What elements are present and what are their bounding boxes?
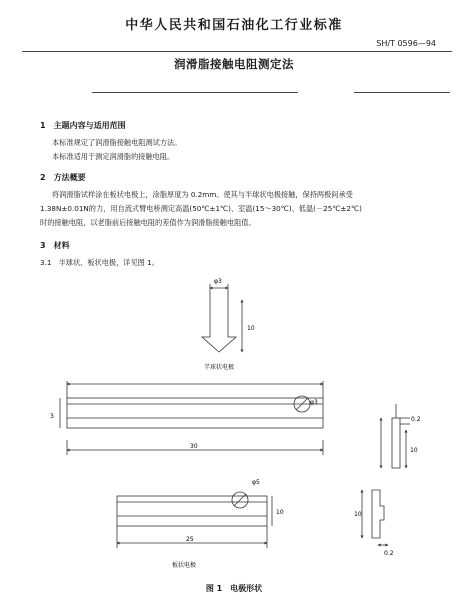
dim-label-4: 3 — [50, 413, 54, 420]
section-1-heading: 1 主题内容与适用范围 — [40, 121, 126, 130]
dim-label-6: 0.2 — [411, 416, 421, 423]
figure-caption: 图 1 电极形状 — [205, 584, 263, 593]
dim-label-5: 30 — [190, 443, 198, 450]
dim-label-1: φ3 — [214, 278, 222, 285]
dim-label-2: 10 — [247, 325, 255, 332]
section-3-heading: 3 材料 — [40, 241, 70, 250]
section-2-line-1: 将润滑脂试样涂在板状电极上，涂脂厚度为 0.2mm。使其与半球状电极接触，保持两极间承受 — [52, 190, 353, 199]
dim-label-3: φ3 — [310, 399, 318, 406]
standard-number: SH/T 0596—94 — [376, 39, 436, 48]
section-2-line-2: 1.38N±0.01N的力，用自流式臂电桥测定高温(50℃±1℃)、室温(15～30℃)、低温(－25℃±2℃) — [40, 204, 362, 213]
section-2-heading: 2 方法概要 — [40, 173, 86, 182]
dim-label-7: 10 — [410, 447, 418, 454]
hemispherical-electrode-label: 半球状电极 — [204, 364, 235, 371]
standard-header-title: 中华人民共和国石油化工行业标准 — [125, 18, 343, 33]
plate-electrode-short-drawing — [117, 492, 272, 548]
dim-label-12: 0.2 — [384, 550, 394, 557]
document-title: 润滑脂接触电阻测定法 — [174, 57, 294, 71]
section-2-line-3: 时的接触电阻，以老脂前后接触电阻的差值作为润滑脂接触电阻值。 — [40, 218, 256, 227]
hemispherical-electrode-drawing — [202, 284, 242, 352]
section-1-line-1: 本标准规定了润滑脂接触电阻测试方法。 — [52, 138, 182, 147]
dim-label-8: φ5 — [252, 479, 260, 486]
section-3-1-text: 3.1 半球状、板状电极，详见图 1。 — [40, 258, 159, 267]
dim-label-9: 25 — [186, 536, 194, 543]
section-1-line-2: 本标准适用于测定润滑脂的接触电阻。 — [52, 152, 175, 161]
side-profile-lower-drawing — [362, 490, 388, 545]
plate-electrode-label: 板状电极 — [172, 562, 197, 569]
dim-label-11: 10 — [354, 511, 362, 518]
dim-label-10: 10 — [276, 509, 284, 516]
side-profile-upper-drawing — [381, 404, 410, 468]
